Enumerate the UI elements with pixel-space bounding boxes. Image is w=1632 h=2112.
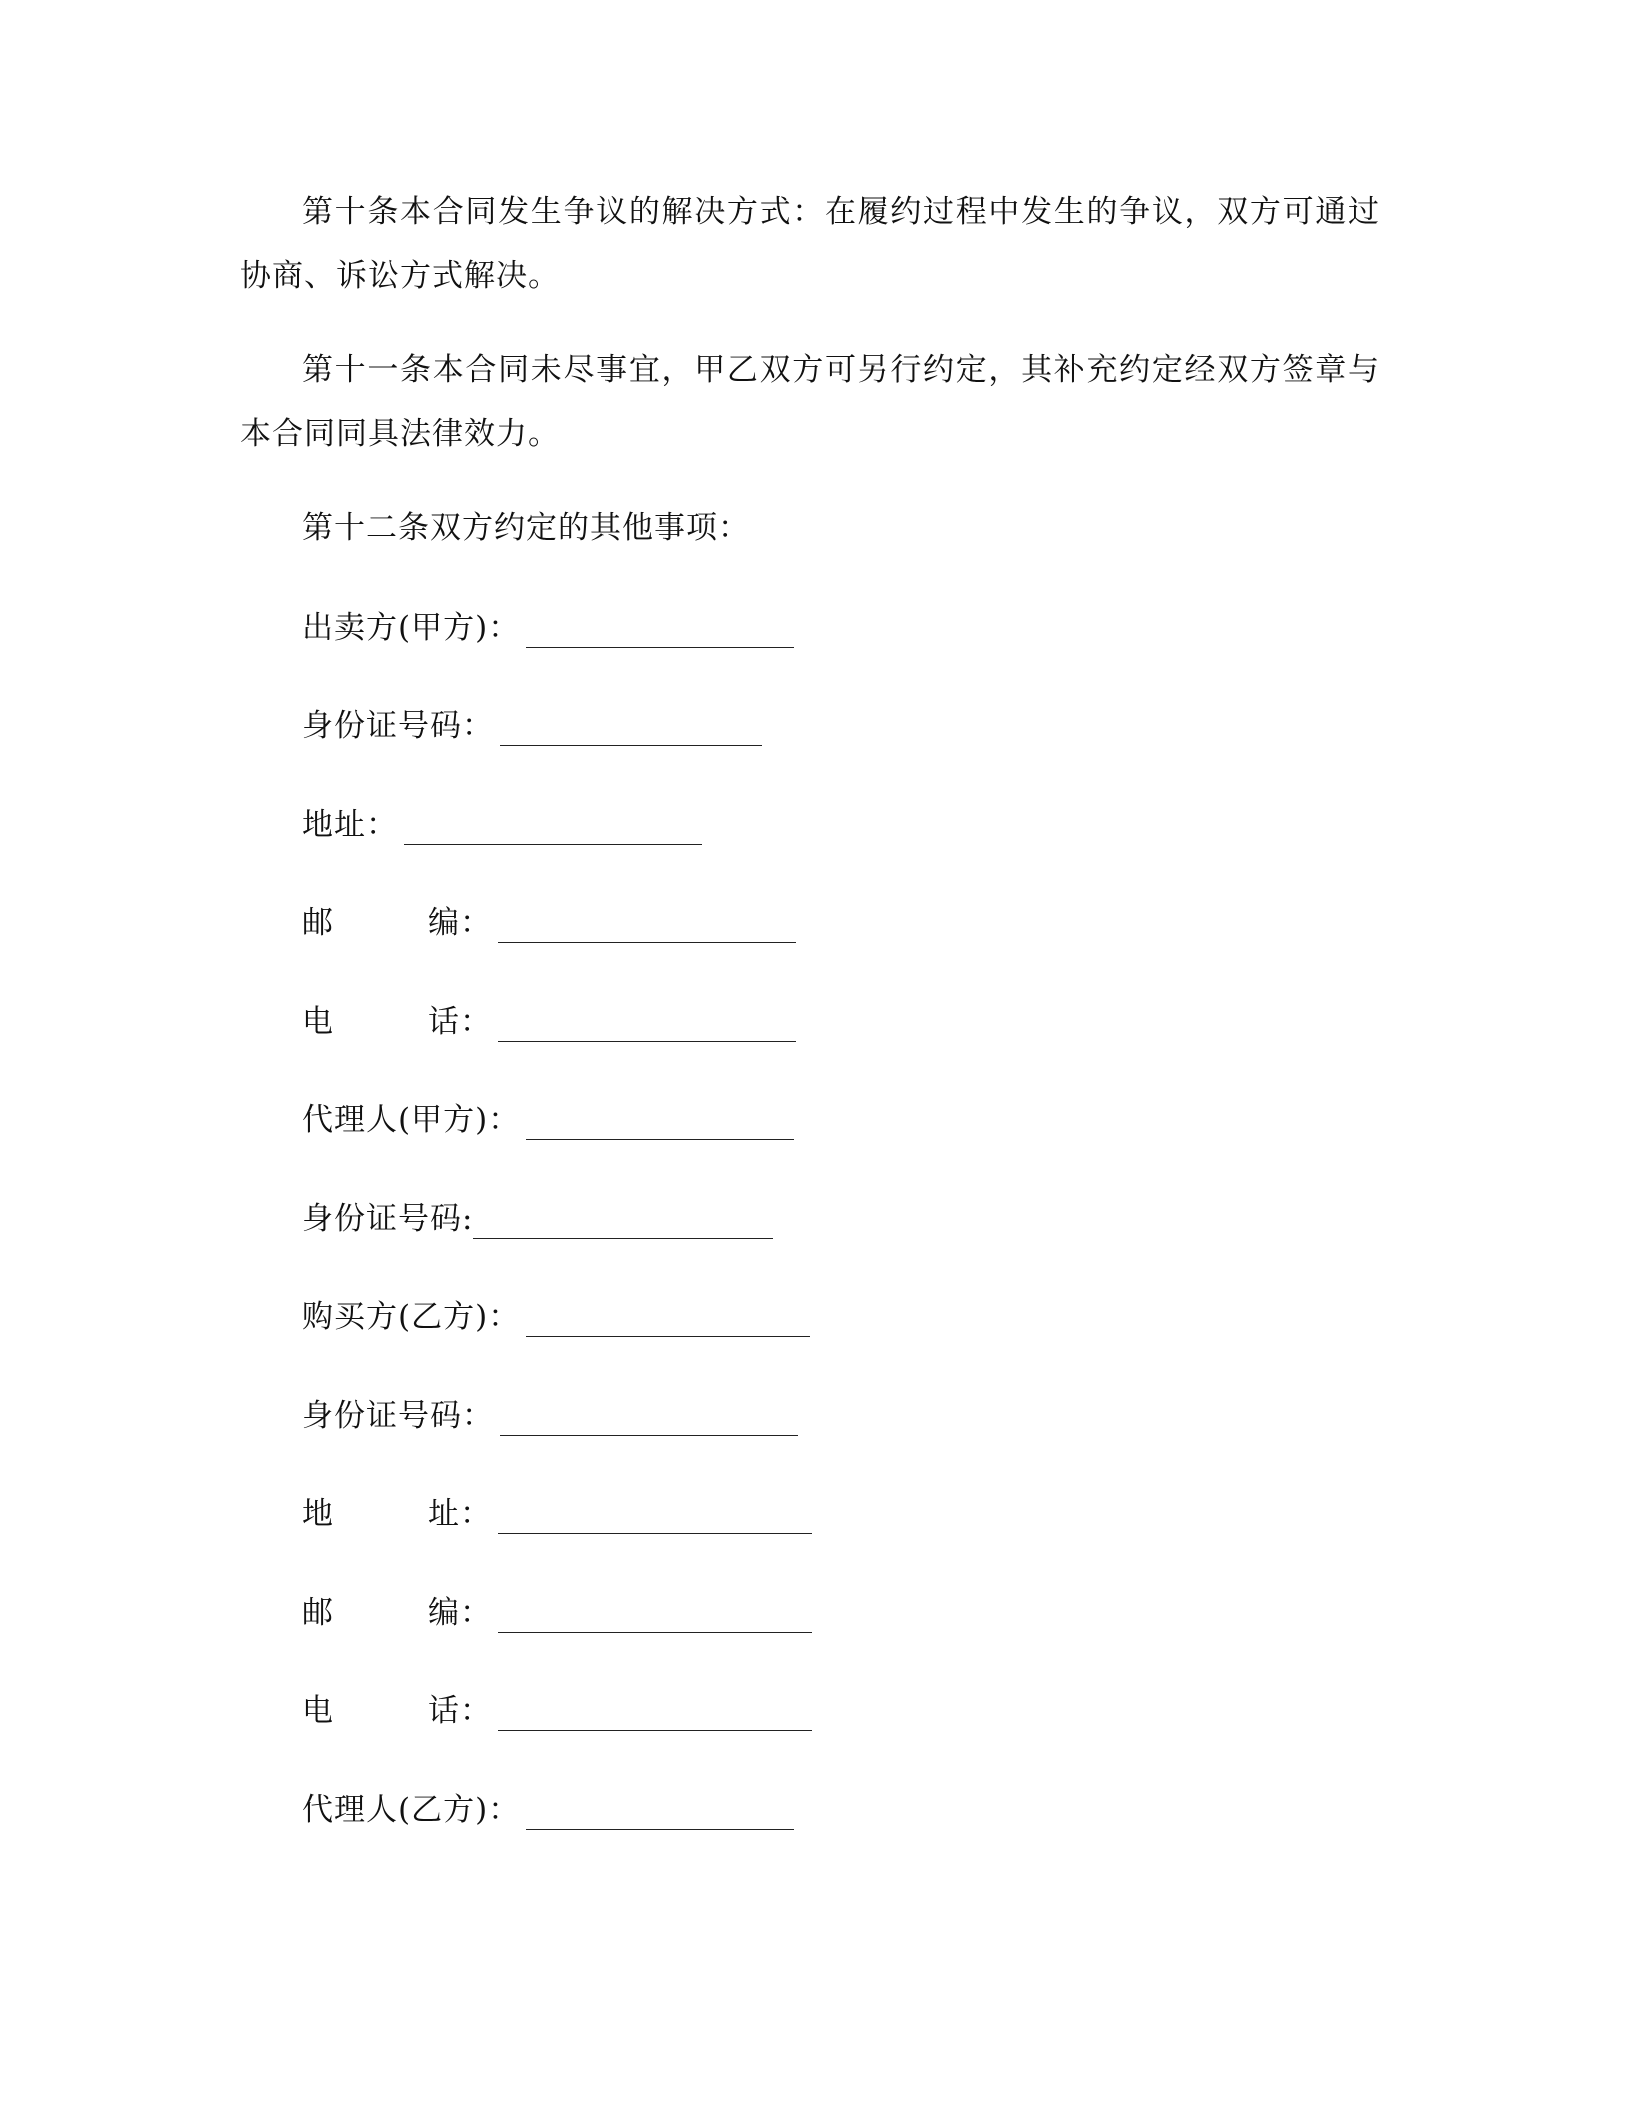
seller-phone-label <box>302 1002 492 1042</box>
buyer-phone-label <box>302 1691 492 1731</box>
seller-postcode-label <box>302 903 492 943</box>
buyer-postcode-blank[interactable] <box>498 1598 812 1633</box>
buyer-address-field <box>302 1494 812 1534</box>
buyer-postcode-field <box>302 1593 812 1633</box>
buyer-postcode-char2: 编： <box>428 1595 492 1631</box>
seller-phone-char2: 话： <box>428 1004 492 1040</box>
seller-id-field <box>302 706 762 746</box>
seller-address-blank[interactable] <box>404 810 702 845</box>
article-10-paragraph: 第十条本合同发生争议的解决方式：在履约过程中发生的争议，双方可通过协商、诉讼方式解决。 <box>240 194 1380 294</box>
seller-address-field <box>302 805 702 845</box>
buyer-postcode-label <box>302 1593 492 1633</box>
seller-postcode-blank[interactable] <box>498 908 796 943</box>
seller-agent-blank[interactable] <box>526 1105 794 1140</box>
seller-id-label: 身份证号码： <box>302 708 494 744</box>
seller-postcode-char2: 编： <box>428 905 492 941</box>
buyer-address-blank[interactable] <box>498 1499 812 1534</box>
buyer-name-label: 购买方(乙方)： <box>302 1299 521 1335</box>
article-12-paragraph: 第十二条双方约定的其他事项： <box>302 510 750 546</box>
buyer-id-label: 身份证号码： <box>302 1398 494 1434</box>
seller-agent-id-field <box>302 1199 773 1239</box>
seller-name-field <box>302 608 794 648</box>
buyer-agent-label: 代理人(乙方)： <box>302 1792 521 1828</box>
seller-agent-id-label: 身份证号码: <box>302 1201 474 1237</box>
buyer-phone-field <box>302 1691 812 1731</box>
buyer-phone-char2: 话： <box>428 1693 492 1729</box>
buyer-phone-blank[interactable] <box>498 1696 812 1731</box>
seller-postcode-field <box>302 903 796 943</box>
buyer-postcode-char1: 邮 <box>302 1595 334 1631</box>
buyer-name-blank[interactable] <box>526 1302 810 1337</box>
seller-agent-label: 代理人(甲方)： <box>302 1102 521 1138</box>
buyer-phone-char1: 电 <box>302 1693 334 1729</box>
seller-address-label: 地址： <box>302 807 398 843</box>
buyer-agent-field <box>302 1790 794 1830</box>
buyer-id-blank[interactable] <box>500 1401 798 1436</box>
buyer-address-char2: 址： <box>428 1496 492 1532</box>
buyer-name-field <box>302 1297 810 1337</box>
seller-agent-field <box>302 1100 794 1140</box>
buyer-address-label <box>302 1494 492 1534</box>
seller-phone-blank[interactable] <box>498 1007 796 1042</box>
seller-phone-field <box>302 1002 796 1042</box>
buyer-id-field <box>302 1396 798 1436</box>
seller-agent-id-blank[interactable] <box>473 1204 773 1239</box>
article-11-paragraph: 第十一条本合同未尽事宜，甲乙双方可另行约定，其补充约定经双方签章与本合同同具法律效力。 <box>240 352 1380 452</box>
buyer-agent-blank[interactable] <box>526 1795 794 1830</box>
buyer-address-char1: 地 <box>302 1496 334 1532</box>
seller-name-label: 出卖方(甲方)： <box>302 610 521 646</box>
seller-id-blank[interactable] <box>500 711 762 746</box>
seller-postcode-char1: 邮 <box>302 905 334 941</box>
seller-phone-char1: 电 <box>302 1004 334 1040</box>
seller-name-blank[interactable] <box>526 613 794 648</box>
